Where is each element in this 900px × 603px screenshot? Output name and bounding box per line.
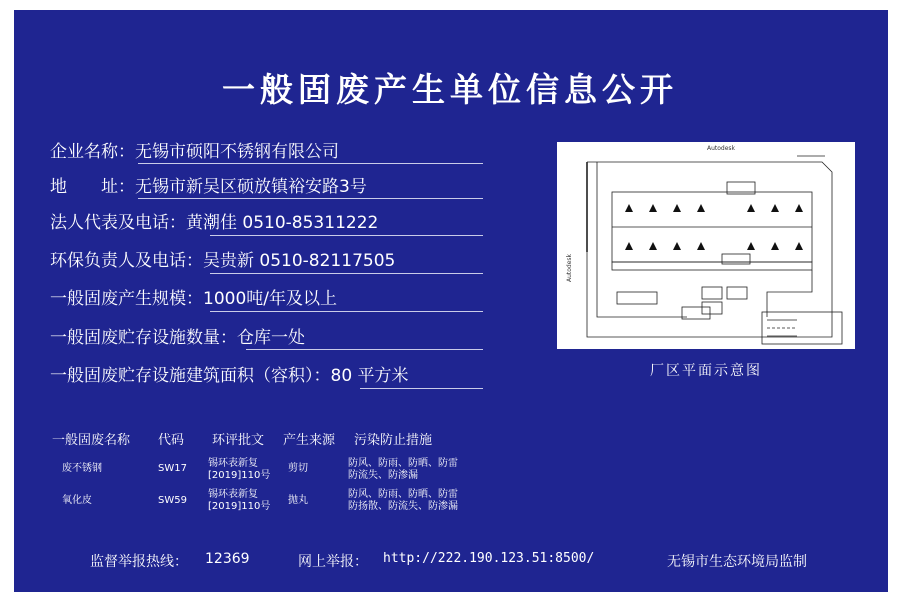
plant-layout-map bbox=[557, 142, 855, 349]
storage-area-value: 80 平方米 bbox=[330, 366, 409, 386]
table-row-2-name: 氧化皮 bbox=[62, 495, 92, 506]
table-row-1-approval-line-2: [2019]110号 bbox=[208, 470, 271, 481]
scale-label: 一般固废产生规模： bbox=[50, 289, 203, 309]
plant-layout-drawing bbox=[557, 142, 855, 349]
company-row bbox=[50, 141, 339, 163]
road-east bbox=[767, 270, 812, 317]
room-b bbox=[722, 254, 750, 264]
scale-value: 1000吨/年及以上 bbox=[203, 289, 337, 309]
storage-count-underline bbox=[246, 349, 483, 350]
equipment-marker bbox=[747, 204, 755, 212]
equipment-marker bbox=[649, 242, 657, 250]
storage-count-row bbox=[50, 327, 305, 349]
address-value: 无锡市新吴区硕放镇裕安路3号 bbox=[135, 177, 367, 197]
table-header-approval: 环评批文 bbox=[212, 433, 265, 448]
storage-count-label: 一般固废贮存设施数量： bbox=[50, 328, 237, 348]
env-contact-value: 吴贵新 0510-82117505 bbox=[203, 251, 396, 271]
address-underline bbox=[138, 198, 483, 199]
table-row-2-measures-line-1: 防风、防雨、防晒、防雷 bbox=[348, 489, 458, 500]
table-row-2-measures-line-2: 防扬散、防流失、防渗漏 bbox=[348, 501, 458, 512]
company-value: 无锡市硕阳不锈钢有限公司 bbox=[135, 142, 339, 162]
storage-count-value: 仓库一处 bbox=[237, 328, 305, 348]
address-row bbox=[50, 176, 367, 198]
equipment-marker bbox=[771, 204, 779, 212]
company-label: 企业名称： bbox=[50, 142, 135, 162]
room-e bbox=[727, 287, 747, 299]
env-contact-underline bbox=[210, 273, 483, 274]
table-header-code: 代码 bbox=[158, 433, 185, 448]
equipment-marker bbox=[697, 242, 705, 250]
room-d bbox=[702, 302, 722, 314]
table-row-1-code: SW17 bbox=[158, 463, 187, 474]
authority-credit: 无锡市生态环境局监制 bbox=[667, 554, 807, 570]
table-header-name: 一般固废名称 bbox=[52, 433, 131, 448]
equipment-marker bbox=[747, 242, 755, 250]
table-row-2-code: SW59 bbox=[158, 495, 187, 506]
legal-rep-row bbox=[50, 212, 378, 234]
equipment-marker bbox=[795, 242, 803, 250]
table-row-1-measures-line-2: 防流失、防渗漏 bbox=[348, 470, 418, 481]
equipment-marker bbox=[625, 242, 633, 250]
table-header-source: 产生来源 bbox=[283, 433, 336, 448]
equipment-marker bbox=[771, 242, 779, 250]
map-top-label: Autodesk bbox=[707, 145, 736, 152]
table-row-2-source: 抛丸 bbox=[288, 495, 308, 506]
equipment-marker bbox=[795, 204, 803, 212]
legal-rep-underline bbox=[210, 235, 483, 236]
table-row-1-name: 废不锈钢 bbox=[62, 463, 102, 474]
storage-area-row bbox=[50, 365, 409, 387]
legal-rep-value: 黄潮佳 0510-85311222 bbox=[186, 213, 379, 233]
scale-underline bbox=[210, 311, 483, 312]
equipment-marker bbox=[625, 204, 633, 212]
legal-rep-label: 法人代表及电话： bbox=[50, 213, 186, 233]
table-row-1-approval-line-1: 锡环表新复 bbox=[208, 458, 258, 469]
map-side-label: Autodesk bbox=[566, 253, 573, 282]
table-row-2-approval-line-1: 锡环表新复 bbox=[208, 489, 258, 500]
room-c bbox=[702, 287, 722, 299]
board-title: 一般固废产生单位信息公开 bbox=[222, 70, 678, 109]
web-report-url[interactable]: http://222.190.123.51:8500/ bbox=[383, 551, 595, 566]
env-contact-label: 环保负责人及电话： bbox=[50, 251, 203, 271]
building-strip bbox=[612, 262, 812, 270]
table-row-1-source: 剪切 bbox=[288, 463, 308, 474]
equipment-marker bbox=[649, 204, 657, 212]
equipment-marker bbox=[673, 242, 681, 250]
road-west bbox=[597, 162, 687, 317]
table-row-1-measures-line-1: 防风、防雨、防晒、防雷 bbox=[348, 458, 458, 469]
storage-area-label: 一般固废贮存设施建筑面积（容积）： bbox=[50, 366, 331, 386]
storage-area-underline bbox=[360, 388, 483, 389]
table-header-measures: 污染防止措施 bbox=[354, 433, 433, 448]
web-report-label: 网上举报： bbox=[298, 554, 368, 570]
equipment-marker bbox=[697, 204, 705, 212]
hotline-label: 监督举报热线： bbox=[90, 554, 188, 570]
equipment-marker bbox=[673, 204, 681, 212]
address-label: 地 址： bbox=[50, 177, 135, 197]
warehouse-room bbox=[617, 292, 657, 304]
table-row-2-approval-line-2: [2019]110号 bbox=[208, 501, 271, 512]
map-caption: 厂区平面示意图 bbox=[650, 363, 762, 379]
env-contact-row bbox=[50, 250, 395, 272]
company-underline bbox=[138, 163, 483, 164]
scale-row bbox=[50, 288, 337, 310]
hotline-number: 12369 bbox=[205, 551, 250, 567]
